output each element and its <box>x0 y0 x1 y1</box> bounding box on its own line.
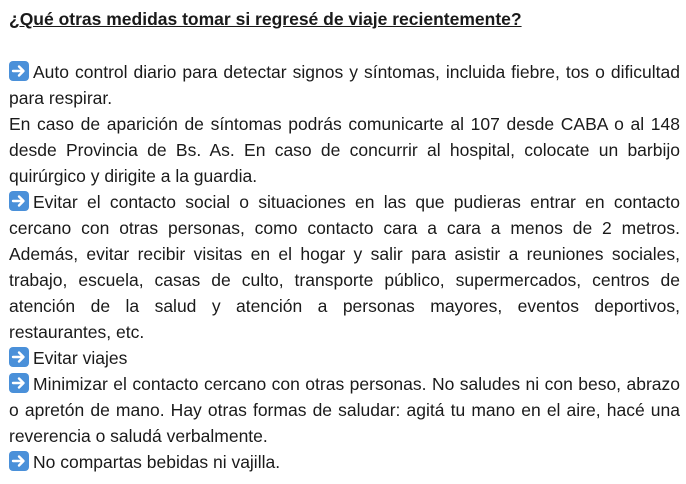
paragraph <box>9 345 680 371</box>
document <box>9 7 680 475</box>
paragraph <box>9 371 680 449</box>
paragraph-list <box>9 59 680 475</box>
right-arrow-icon <box>9 373 29 393</box>
paragraph <box>9 111 680 189</box>
blank-line <box>9 31 680 59</box>
paragraph-text: Minimizar el contacto cercano con otras personas. No saludes ni con beso, abrazo o apretón de mano. Hay otras formas de saludar: agitá tu mano en el aire, hacé una reverencia o saludá verbalmente. <box>9 374 680 446</box>
paragraph <box>9 189 680 345</box>
paragraph <box>9 449 680 475</box>
paragraph-text: Auto control diario para detectar signos y síntomas, incluida fiebre, tos o dificultad para respirar. <box>9 62 680 108</box>
document-title: ¿Qué otras medidas tomar si regresé de viaje recientemente? <box>9 9 522 29</box>
paragraph-text: Evitar viajes <box>33 348 128 368</box>
right-arrow-icon <box>9 347 29 367</box>
paragraph <box>9 59 680 111</box>
paragraph-text: No compartas bebidas ni vajilla. <box>33 452 281 472</box>
paragraph-text: En caso de aparición de síntomas podrás comunicarte al 107 desde CABA o al 148 desde Provincia de Bs. As. En caso de concurrir al hospital, colocate un barbijo quirúrgico y dirigite a la guardia. <box>9 114 680 186</box>
paragraph-text: Evitar el contacto social o situaciones en las que pudieras entrar en contacto cercano con otras personas, como contacto cara a cara a menos de 2 metros. Además, evitar recibir visitas en el hogar y salir para asistir a reuniones sociales, trabajo, escuela, casas de culto, transporte público, supermercados, centros de atención de la salud y atención a personas mayores, eventos deportivos, restaurantes, etc. <box>9 192 680 342</box>
right-arrow-icon <box>9 451 29 471</box>
right-arrow-icon <box>9 61 29 81</box>
right-arrow-icon <box>9 191 29 211</box>
